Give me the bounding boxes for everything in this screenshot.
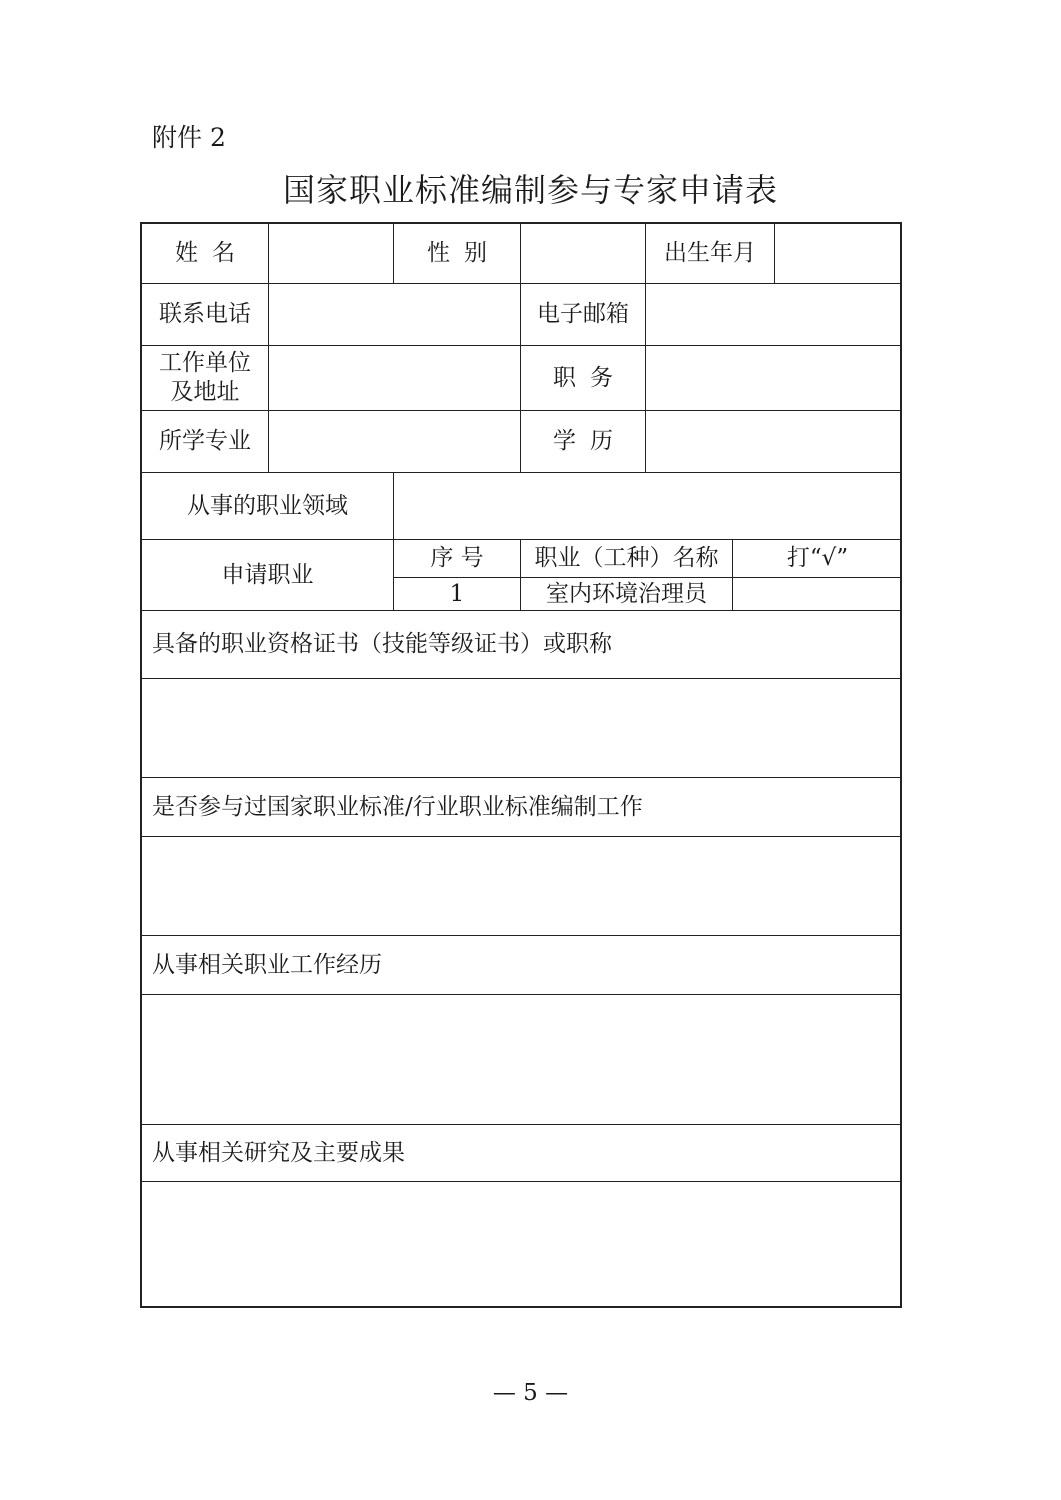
name-label: 姓名 <box>175 240 249 267</box>
birth-field[interactable] <box>775 224 902 283</box>
page-number: — 5 — <box>492 1380 569 1406</box>
email-label: 电子邮箱 <box>537 301 629 328</box>
major-label: 所学专业 <box>159 428 251 455</box>
major-field[interactable] <box>269 411 520 472</box>
col-name-header: 职业（工种）名称 <box>534 545 719 572</box>
section-standards-field[interactable] <box>142 837 902 935</box>
section-research-label: 从事相关研究及主要成果 <box>152 1139 405 1166</box>
section-certificates-label: 具备的职业资格证书（技能等级证书）或职称 <box>152 631 612 658</box>
attachment-label: 附件 2 <box>152 123 226 152</box>
phone-field[interactable] <box>269 284 520 345</box>
workplace-field[interactable] <box>269 346 520 410</box>
section-research-field[interactable] <box>142 1182 902 1306</box>
position-label: 职务 <box>553 364 627 391</box>
col-no-header: 序 号 <box>430 545 484 572</box>
apply-label: 申请职业 <box>221 561 314 588</box>
application-form <box>140 222 902 1308</box>
gender-field[interactable] <box>521 224 645 283</box>
position-field[interactable] <box>646 346 902 410</box>
education-field[interactable] <box>646 411 902 472</box>
section-experience-field[interactable] <box>142 995 902 1124</box>
birth-label: 出生年月 <box>664 240 756 267</box>
section-experience-label: 从事相关职业工作经历 <box>152 951 382 978</box>
education-label: 学历 <box>553 428 627 455</box>
section-certificates-field[interactable] <box>142 679 902 777</box>
row-no: 1 <box>449 580 465 607</box>
email-field[interactable] <box>646 284 902 345</box>
col-check-header: 打“√” <box>786 545 849 572</box>
workplace-label: 工作单位 及地址 <box>159 350 251 405</box>
gender-label: 性别 <box>427 240 501 267</box>
phone-label: 联系电话 <box>159 301 251 328</box>
field-label: 从事的职业领域 <box>187 492 348 519</box>
occupation-field-input[interactable] <box>394 473 902 539</box>
name-field[interactable] <box>269 224 393 283</box>
section-standards-label: 是否参与过国家职业标准/行业职业标准编制工作 <box>152 793 643 820</box>
form-title: 国家职业标准编制参与专家申请表 <box>282 171 778 209</box>
row-check-box[interactable] <box>733 578 902 610</box>
row-occupation-name: 室内环境治理员 <box>546 580 707 607</box>
